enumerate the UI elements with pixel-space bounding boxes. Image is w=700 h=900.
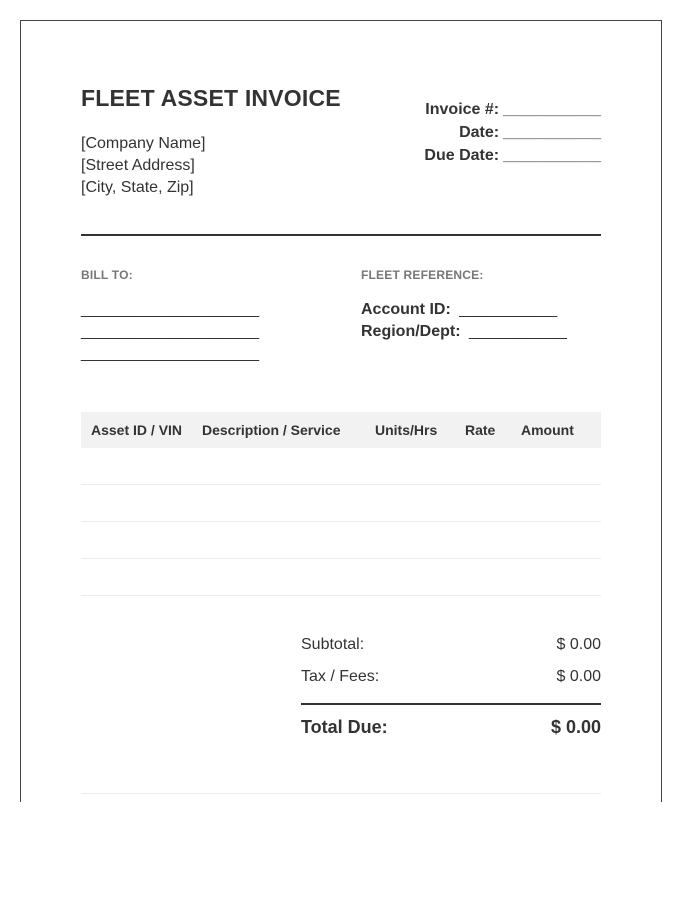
- subtotal-row: [301, 629, 601, 661]
- header-asset-id: Asset ID / VIN: [91, 422, 183, 438]
- account-id-row: [361, 299, 567, 321]
- invoice-page: [20, 20, 662, 802]
- line-items-table: [81, 412, 601, 596]
- company-city: [City, State, Zip]: [81, 179, 194, 196]
- invoice-number-field[interactable]: ___________: [503, 101, 601, 118]
- header-description: Description / Service: [202, 422, 341, 438]
- bill-to-line-1[interactable]: ____________________: [81, 301, 259, 318]
- table-row[interactable]: [81, 485, 601, 522]
- tax-label: Tax / Fees:: [301, 668, 380, 685]
- invoice-title: FLEET ASSET INVOICE: [81, 85, 341, 111]
- company-block: [81, 133, 206, 199]
- total-due-value: $ 0.00: [550, 716, 601, 737]
- due-date-field[interactable]: ___________: [503, 147, 601, 164]
- region-dept-row: [361, 321, 567, 343]
- tax-value: $ 0.00: [556, 668, 601, 685]
- invoice-meta: [424, 98, 601, 167]
- table-row[interactable]: [81, 522, 601, 559]
- tax-row: [301, 661, 601, 693]
- bill-to-line-3[interactable]: ____________________: [81, 345, 259, 362]
- header-units: Units/Hrs: [375, 422, 438, 438]
- account-id-field[interactable]: ___________: [459, 301, 558, 318]
- bill-to-line-2[interactable]: ____________________: [81, 323, 259, 340]
- subtotal-label: Subtotal:: [301, 636, 365, 653]
- invoice-number-label: Invoice #:: [425, 101, 500, 118]
- bill-to-block: [81, 299, 259, 365]
- invoice-date-label: Date:: [459, 124, 500, 141]
- footer-divider: [81, 793, 601, 794]
- company-name: [Company Name]: [81, 135, 206, 152]
- due-date-label: Due Date:: [424, 147, 500, 164]
- account-id-label: Account ID:: [361, 301, 451, 318]
- total-due-row: [301, 705, 601, 749]
- invoice-number-row: [424, 98, 601, 121]
- table-row[interactable]: [81, 448, 601, 485]
- region-dept-field[interactable]: ___________: [469, 323, 567, 340]
- region-dept-label: Region/Dept:: [361, 323, 461, 340]
- total-due-label: Total Due:: [301, 716, 388, 737]
- company-street: [Street Address]: [81, 157, 195, 174]
- totals-block: [301, 629, 601, 749]
- header-divider: [81, 234, 601, 236]
- bill-to-label: BILL TO:: [81, 268, 133, 282]
- table-row[interactable]: [81, 559, 601, 596]
- subtotal-value: $ 0.00: [556, 636, 601, 653]
- header-rate: Rate: [465, 422, 496, 438]
- due-date-row: [424, 144, 601, 167]
- header-amount: Amount: [521, 422, 574, 438]
- invoice-date-field[interactable]: ___________: [503, 124, 601, 141]
- invoice-date-row: [424, 121, 601, 144]
- table-header: [81, 412, 601, 448]
- fleet-reference-block: [361, 299, 567, 343]
- fleet-reference-label: FLEET REFERENCE:: [361, 268, 484, 282]
